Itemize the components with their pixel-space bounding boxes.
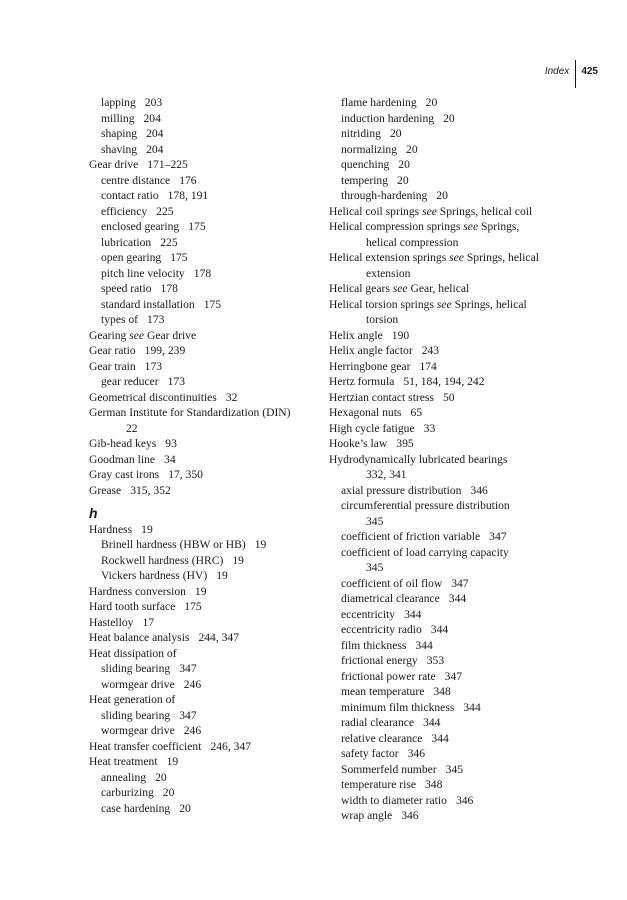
index-entry [329, 374, 569, 390]
entry-term: Brinell hardness (HBW or HB) [101, 538, 246, 551]
entry-term: Helix angle [329, 328, 383, 342]
index-entry [89, 754, 321, 770]
entry-term: carburizing [101, 786, 154, 799]
entry-term: Helical extension springs [329, 251, 450, 264]
entry-term: flame hardening [341, 96, 417, 109]
entry-term: centre distance [101, 173, 171, 187]
entry-term: Helix angle factor [329, 344, 413, 357]
entry-term: 345 [366, 514, 384, 528]
section-heading-h: h [89, 505, 98, 521]
index-entry [89, 739, 321, 755]
index-subentry [89, 235, 321, 251]
index-entry [89, 436, 321, 452]
index-subentry [89, 312, 321, 328]
entry-term: 345 [366, 561, 384, 574]
index-subentry [329, 715, 569, 731]
entry-page-numbers: 244, 347 [198, 631, 240, 644]
index-subentry [329, 188, 569, 204]
entry-term: wormgear drive [101, 677, 175, 691]
index-entry [89, 390, 321, 406]
entry-page-numbers: 346 [470, 483, 488, 497]
entry-term: Hooke’s law [329, 437, 388, 450]
index-entry [329, 390, 569, 406]
entry-term: film thickness [341, 638, 407, 652]
entry-page-numbers: 19 [141, 522, 153, 536]
index-entry [89, 692, 321, 708]
entry-page-numbers: 348 [433, 685, 451, 698]
entry-page-numbers: 178 [160, 282, 178, 295]
entry-page-numbers: 344 [430, 623, 449, 636]
entry-page-numbers: 204 [143, 111, 161, 125]
entry-term: through-hardening [341, 189, 428, 202]
entry-term: relative clearance [341, 731, 423, 745]
entry-page-numbers: 65 [410, 406, 423, 419]
entry-term: Vickers hardness (HV) [101, 569, 208, 582]
entry-term: sliding bearing [101, 662, 171, 675]
index-entry-continuation [329, 514, 569, 530]
entry-page-numbers: 176 [179, 173, 197, 187]
index-entry [329, 405, 569, 421]
index-entry [89, 328, 321, 344]
index-subentry [89, 126, 321, 142]
entry-page-numbers: 19 [166, 755, 179, 768]
index-subentry [89, 568, 321, 584]
entry-term: Helical gears [329, 282, 393, 295]
entry-page-numbers: 395 [396, 437, 414, 450]
index-entry-continuation [329, 560, 569, 576]
entry-term: sliding bearing [101, 708, 171, 722]
entry-page-numbers: 173 [144, 359, 163, 373]
index-entry [89, 343, 321, 359]
entry-page-numbers: 347 [451, 576, 469, 590]
entry-term: Helical coil springs [329, 204, 423, 218]
entry-term: Gear train [89, 359, 136, 373]
index-subentry [89, 297, 321, 313]
entry-page-numbers: 20 [398, 158, 410, 171]
entry-term: Hardness [89, 522, 133, 536]
index-subentry [329, 576, 569, 592]
index-entry-continuation [329, 312, 569, 328]
entry-term: Goodman line [89, 452, 156, 466]
index-entry [89, 584, 321, 600]
entry-page-numbers: 203 [144, 96, 163, 109]
entry-page-numbers: 173 [147, 313, 165, 326]
entry-page-numbers: 353 [426, 654, 445, 667]
entry-page-numbers: 20 [397, 173, 409, 187]
index-subentry [329, 111, 569, 127]
entry-page-numbers: 19 [216, 569, 228, 582]
entry-page-numbers: 20 [389, 127, 402, 140]
index-entry [329, 421, 569, 437]
index-subentry [89, 173, 321, 189]
entry-term: German Institute for Standardization (DIN) [89, 406, 291, 419]
entry-term: High cycle fatigue [329, 421, 415, 435]
entry-term: Geometrical discontinuities [89, 390, 217, 404]
entry-page-numbers: 344 [463, 700, 481, 714]
index-subentry [329, 746, 569, 762]
entry-term: diametrical clearance [341, 592, 440, 605]
entry-term: gear reducer [101, 375, 159, 388]
index-subentry [89, 142, 321, 158]
index-subentry [329, 700, 569, 716]
entry-page-numbers: 345 [445, 762, 464, 776]
entry-page-numbers: 347 [179, 708, 197, 722]
entry-term: pitch line velocity [101, 266, 185, 280]
entry-term: 332, 341 [366, 468, 407, 481]
entry-page-numbers: 246 [183, 677, 202, 691]
entry-term: Hard tooth surface [89, 600, 176, 613]
entry-term: milling [101, 111, 135, 125]
index-subentry [89, 111, 321, 127]
entry-term: Herringbone gear [329, 359, 411, 373]
entry-term: coefficient of friction variable [341, 530, 481, 543]
entry-page-numbers: 19 [232, 553, 244, 567]
entry-term: width to diameter ratio [341, 793, 447, 807]
entry-term: Helical torsion springs [329, 297, 437, 311]
entry-term: shaving [101, 142, 138, 156]
see-reference-target: Gear, helical [407, 282, 470, 295]
entry-page-numbers: 204 [146, 127, 164, 140]
entry-term: frictional power rate [341, 669, 436, 683]
entry-term: Heat treatment [89, 755, 158, 768]
index-entry-continuation [329, 467, 569, 483]
entry-term: eccentricity [341, 607, 396, 621]
entry-page-numbers: 246 [183, 724, 202, 737]
see-reference-marker: see [392, 282, 408, 295]
page-number: 425 [581, 66, 598, 77]
entry-term: Sommerfeld number [341, 762, 437, 776]
running-head-title: Index [544, 66, 570, 77]
entry-term: Helical compression springs [329, 220, 464, 233]
entry-term: standard installation [101, 297, 195, 311]
entry-page-numbers: 348 [425, 778, 443, 791]
index-entry [89, 615, 321, 631]
entry-term: eccentricity radio [341, 623, 422, 636]
entry-page-numbers: 204 [146, 142, 164, 156]
index-entry [89, 359, 321, 375]
entry-term: axial pressure distribution [341, 483, 462, 497]
index-subentry [89, 374, 321, 390]
entry-page-numbers: 20 [155, 770, 167, 784]
index-entry [329, 359, 569, 375]
entry-term: Heat generation of [89, 693, 176, 706]
entry-page-numbers: 50 [442, 390, 455, 404]
index-subentry [329, 545, 569, 561]
entry-page-numbers: 344 [431, 731, 449, 745]
index-entry-continuation [329, 266, 569, 282]
index-subentry [329, 638, 569, 654]
entry-page-numbers: 347 [179, 662, 197, 675]
entry-term: tempering [341, 173, 389, 187]
entry-term: enclosed gearing [101, 220, 180, 233]
entry-term: Hexagonal nuts [329, 406, 402, 419]
entry-term: Gearing [89, 328, 130, 342]
entry-term: mean temperature [341, 685, 425, 698]
index-entry [89, 522, 321, 538]
index-subentry [89, 250, 321, 266]
entry-term: coefficient of oil flow [341, 576, 443, 590]
entry-term: 22 [126, 421, 138, 435]
index-subentry [89, 188, 321, 204]
entry-term: nitriding [341, 127, 381, 140]
index-column-right [329, 95, 569, 824]
entry-page-numbers: 33 [423, 421, 436, 435]
entry-term: lubrication [101, 235, 152, 249]
entry-term: Hardness conversion [89, 584, 186, 598]
entry-term: Gear ratio [89, 344, 136, 357]
index-subentry [89, 661, 321, 677]
entry-term: case hardening [101, 801, 171, 815]
entry-page-numbers: 347 [489, 530, 507, 543]
entry-page-numbers: 20 [425, 96, 438, 109]
entry-page-numbers: 174 [419, 359, 437, 373]
entry-term: Heat transfer coefficient [89, 739, 202, 753]
entry-page-numbers: 32 [225, 390, 238, 404]
index-subentry [89, 553, 321, 569]
entry-page-numbers: 344 [415, 638, 433, 652]
entry-page-numbers: 346 [455, 793, 474, 807]
see-reference-marker: see [436, 297, 452, 311]
index-subentry [89, 723, 321, 739]
entry-page-numbers: 344 [423, 716, 441, 729]
index-subentry [329, 173, 569, 189]
index-entry [89, 452, 321, 468]
entry-page-numbers: 175 [188, 220, 206, 233]
index-subentry [89, 677, 321, 693]
see-reference-marker: see [449, 251, 464, 264]
index-entry [329, 328, 569, 344]
index-subentry [329, 483, 569, 499]
entry-page-numbers: 346 [407, 747, 426, 760]
entry-term: safety factor [341, 747, 399, 760]
index-entry [329, 343, 569, 359]
entry-page-numbers: 190 [391, 328, 410, 342]
entry-page-numbers: 51, 184, 194, 242 [403, 375, 485, 388]
index-entry [329, 219, 569, 235]
entry-page-numbers: 173 [167, 375, 185, 388]
index-subentry [329, 157, 569, 173]
index-column-left [89, 95, 321, 816]
index-subentry [89, 785, 321, 801]
entry-page-numbers: 199, 239 [144, 344, 186, 357]
entry-term: Grease [89, 483, 122, 497]
entry-page-numbers: 93 [165, 437, 177, 450]
entry-page-numbers: 20 [179, 801, 191, 815]
index-subentry [329, 793, 569, 809]
entry-page-numbers: 171–225 [147, 158, 188, 171]
entry-term: Gib-head keys [89, 437, 157, 450]
entry-page-numbers: 225 [160, 235, 178, 249]
entry-page-numbers: 346 [401, 809, 419, 822]
index-subentry [329, 529, 569, 545]
index-subentry [329, 622, 569, 638]
entry-term: frictional energy [341, 654, 418, 667]
entry-page-numbers: 246, 347 [210, 739, 252, 753]
index-subentry [89, 770, 321, 786]
entry-term: normalizing [341, 142, 398, 156]
entry-term: Heat balance analysis [89, 631, 190, 644]
index-subentry [329, 669, 569, 685]
see-reference-target: Springs, [478, 220, 520, 233]
entry-term: annealing [101, 770, 147, 784]
entry-term: wormgear drive [101, 724, 175, 737]
entry-term: quenching [341, 158, 390, 171]
entry-page-numbers: 34 [164, 452, 176, 466]
entry-term: temperature rise [341, 778, 416, 791]
entry-term: open gearing [101, 251, 162, 264]
index-subentry [329, 126, 569, 142]
entry-term: Hertz formula [329, 375, 395, 388]
entry-term: Hertzian contact stress [329, 390, 434, 404]
entry-term: Hydrodynamically lubricated bearings [329, 452, 508, 466]
entry-term: contact ratio [101, 189, 159, 202]
entry-term: speed ratio [101, 282, 152, 295]
entry-term: Hastelloy [89, 615, 134, 629]
entry-term: Gray cast irons [89, 468, 160, 481]
index-subentry [89, 95, 321, 111]
entry-term: Gear drive [89, 158, 139, 171]
index-subentry [89, 281, 321, 297]
index-subentry [329, 777, 569, 793]
index-subentry [329, 808, 569, 824]
entry-page-numbers: 175 [203, 297, 222, 311]
index-subentry [329, 142, 569, 158]
entry-page-numbers: 344 [448, 592, 467, 605]
running-head [545, 60, 598, 88]
index-subentry [329, 731, 569, 747]
index-subentry [329, 607, 569, 623]
entry-term: shaping [101, 127, 138, 140]
entry-term: coefficient of load carrying capacity [341, 545, 509, 559]
index-entry [329, 204, 569, 220]
index-entry-continuation [329, 235, 569, 251]
entry-page-numbers: 178 [193, 266, 212, 280]
entry-term: extension [366, 266, 411, 280]
entry-page-numbers: 20 [443, 111, 455, 125]
see-reference-target: Springs, helical coil [436, 204, 533, 218]
index-subentry [329, 591, 569, 607]
index-entry [89, 467, 321, 483]
index-entry [329, 281, 569, 297]
entry-page-numbers: 178, 191 [167, 189, 209, 202]
entry-page-numbers: 20 [162, 786, 175, 799]
entry-page-numbers: 347 [444, 669, 463, 683]
index-entry [89, 646, 321, 662]
index-entry [89, 405, 321, 421]
index-subentry [89, 266, 321, 282]
index-entry [329, 452, 569, 468]
index-subentry [89, 204, 321, 220]
entry-page-numbers: 243 [421, 344, 440, 357]
entry-page-numbers: 20 [436, 189, 448, 202]
entry-page-numbers: 17 [142, 615, 155, 629]
entry-term: minimum film thickness [341, 700, 455, 714]
index-entry [89, 157, 321, 173]
see-reference-target: Springs, helical [463, 251, 539, 264]
index-subentry [89, 537, 321, 553]
index-entry [89, 599, 321, 615]
entry-term: wrap angle [341, 809, 393, 822]
see-reference-marker: see [129, 328, 145, 342]
entry-page-numbers: 344 [404, 607, 422, 621]
see-reference-target: Gear drive [144, 328, 197, 342]
see-reference-target: Springs, helical [451, 297, 527, 311]
index-subentry [329, 498, 569, 514]
entry-page-numbers: 20 [406, 142, 418, 156]
entry-term: helical compression [366, 235, 459, 249]
see-reference-marker: see [422, 204, 437, 218]
entry-page-numbers: 17, 350 [168, 468, 203, 481]
index-subentry [329, 95, 569, 111]
index-entry-continuation [89, 421, 321, 437]
entry-term: Rockwell hardness (HRC) [101, 553, 224, 567]
entry-term: circumferential pressure distribution [341, 499, 510, 512]
entry-page-numbers: 19 [254, 538, 267, 551]
index-subentry [329, 653, 569, 669]
entry-page-numbers: 315, 352 [130, 483, 171, 497]
entry-term: efficiency [101, 204, 148, 218]
index-subentry [89, 708, 321, 724]
entry-page-numbers: 19 [194, 584, 207, 598]
entry-term: lapping [101, 96, 136, 109]
index-entry [329, 297, 569, 313]
index-entry [329, 250, 569, 266]
see-reference-marker: see [463, 220, 479, 233]
entry-page-numbers: 175 [170, 251, 188, 264]
entry-term: types of [101, 313, 139, 326]
entry-term: radial clearance [341, 716, 415, 729]
index-subentry [329, 684, 569, 700]
index-entry [89, 630, 321, 646]
index-entry [329, 436, 569, 452]
index-subentry [329, 762, 569, 778]
index-subentry [89, 801, 321, 817]
index-subentry [89, 219, 321, 235]
entry-term: Heat dissipation of [89, 646, 177, 660]
entry-term: torsion [366, 313, 399, 326]
entry-term: induction hardening [341, 111, 435, 125]
entry-page-numbers: 225 [156, 204, 174, 218]
entry-page-numbers: 175 [184, 600, 202, 613]
index-entry [89, 483, 321, 499]
